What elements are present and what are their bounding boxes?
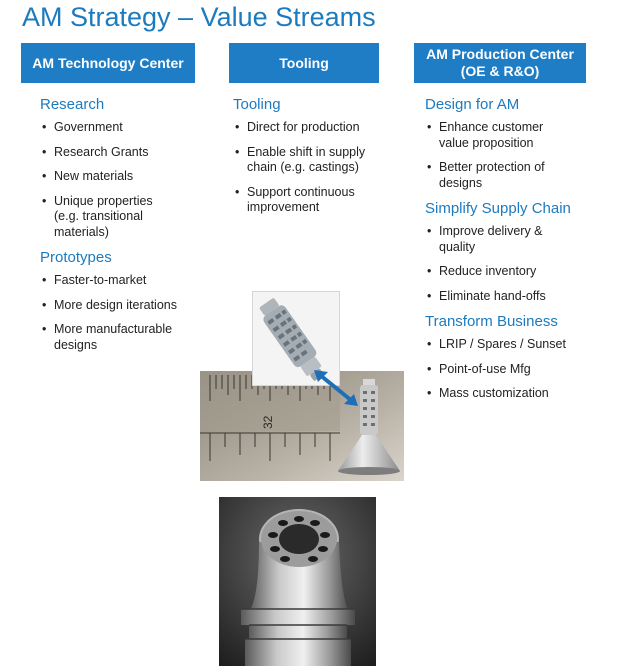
header-am-production-center: AM Production Center (OE & R&O): [414, 43, 586, 83]
list-research: [40, 120, 210, 240]
section-heading-research: Research: [40, 96, 105, 113]
list-design-for-am: [425, 120, 595, 191]
list-item: • Government: [40, 120, 210, 136]
section-heading-tooling: Tooling: [233, 96, 281, 113]
list-prototypes: [40, 273, 210, 353]
double-arrow-icon: [312, 368, 360, 408]
metal-part-photo: [219, 497, 376, 666]
list-tooling: [233, 120, 383, 216]
list-item: • Improve delivery & quality: [425, 224, 559, 255]
section-heading-prototypes: Prototypes: [40, 249, 112, 266]
list-transform-business: [425, 337, 595, 402]
column-am-technology-center: [40, 96, 210, 362]
list-item: • New materials: [40, 169, 210, 185]
page-title: AM Strategy – Value Streams: [22, 2, 376, 32]
ruler-part-photo: [200, 371, 404, 481]
list-item: • More manufacturable designs: [40, 322, 184, 353]
section-heading-design-for-am: Design for AM: [425, 96, 520, 113]
list-item: • Eliminate hand-offs: [425, 289, 595, 305]
list-item: • Enhance customer value proposition: [425, 120, 567, 151]
header-tooling: Tooling: [229, 43, 379, 83]
list-item: • Faster-to-market: [40, 273, 210, 289]
list-item: • Direct for production: [233, 120, 383, 136]
list-item: • Enable shift in supply chain (e.g. castings): [233, 145, 375, 176]
list-item: • Unique properties (e.g. transitional materials): [40, 194, 172, 241]
list-item: • Mass customization: [425, 386, 595, 402]
header-am-technology-center: AM Technology Center: [21, 43, 195, 83]
list-item: • LRIP / Spares / Sunset: [425, 337, 595, 353]
list-simplify-supply-chain: [425, 224, 595, 304]
list-item: • More design iterations: [40, 298, 210, 314]
list-item: • Point-of-use Mfg: [425, 362, 595, 378]
column-tooling: [233, 96, 383, 225]
section-heading-simplify-supply-chain: Simplify Supply Chain: [425, 200, 571, 217]
section-heading-transform-business: Transform Business: [425, 313, 558, 330]
list-item: • Support continuous improvement: [233, 185, 372, 216]
list-item: • Research Grants: [40, 145, 210, 161]
list-item: • Reduce inventory: [425, 264, 595, 280]
column-am-production-center: [425, 96, 595, 411]
list-item: • Better protection of designs: [425, 160, 567, 191]
ruler-number: 32: [261, 415, 275, 429]
